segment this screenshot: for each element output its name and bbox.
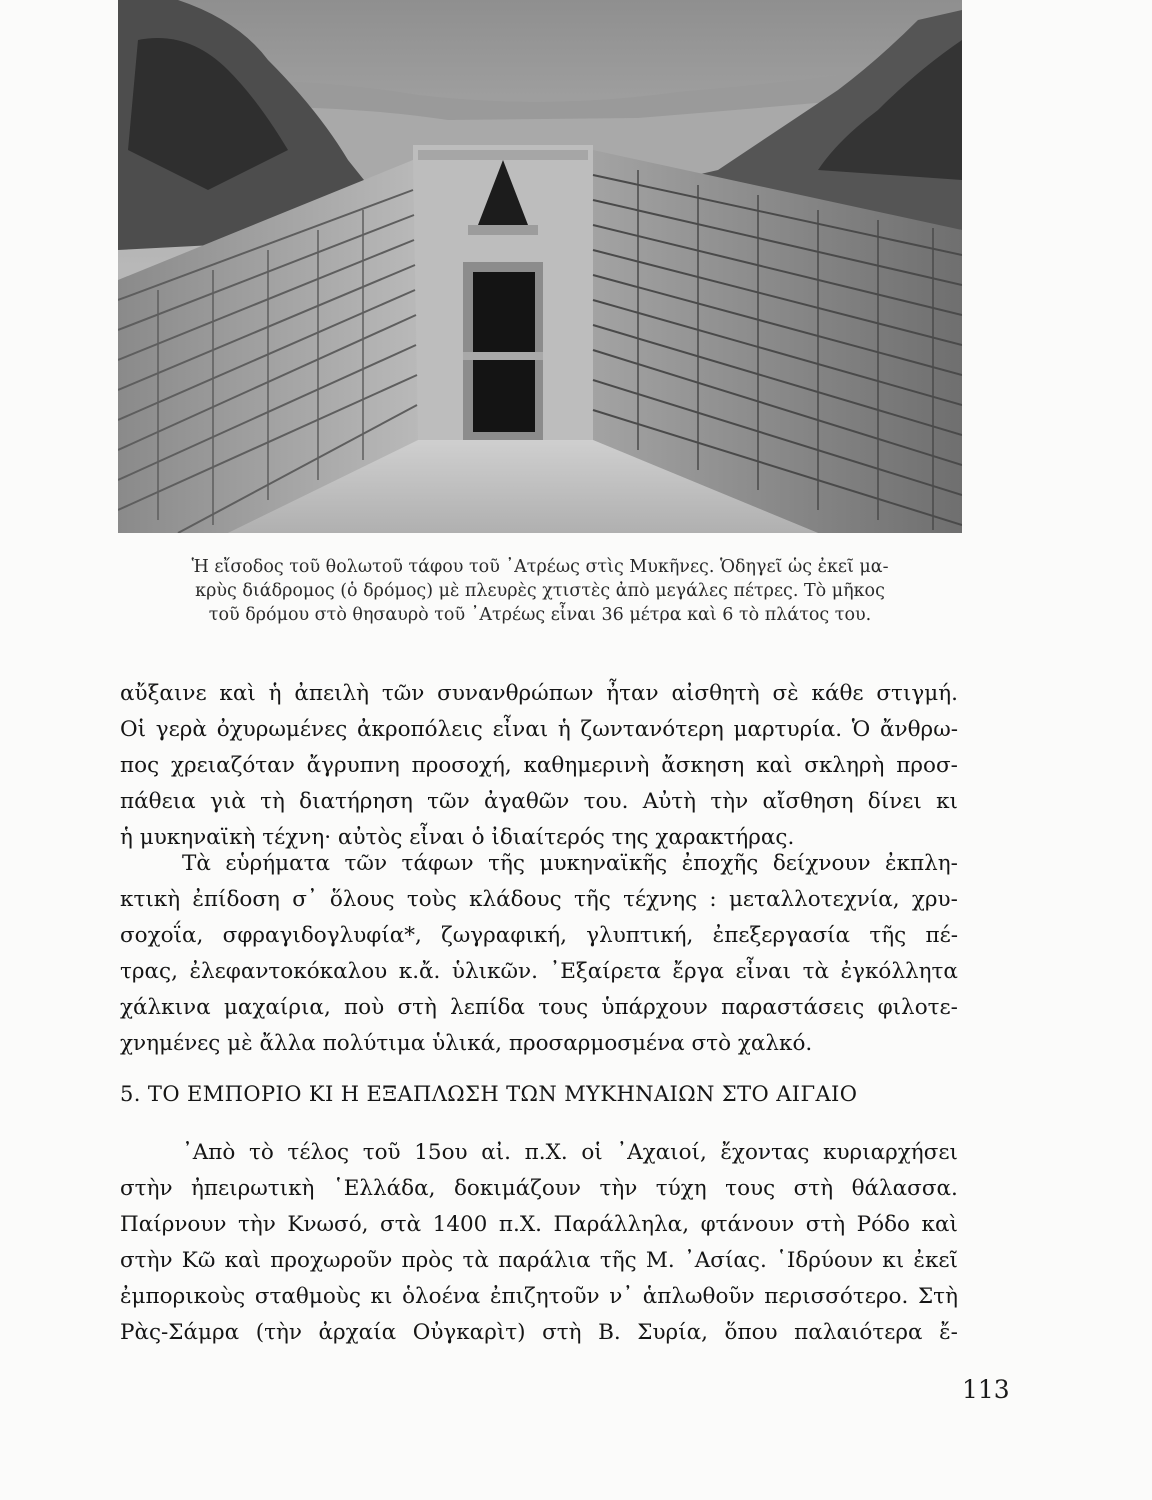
text-line: Παίρνουν τὴν Κνωσό, στὰ 1400 π.Χ. Παράλληλα, φτάνουν στὴ Ρόδο καὶ [120,1212,958,1237]
text-line: ἡ μυκηναϊκὴ τέχνη· αὐτὸς εἶναι ὁ ἰδιαίτερός της χαρακτήρας. [120,825,795,850]
text-line: χάλκινα μαχαίρια, ποὺ στὴ λεπίδα τους ὑπάρχουν παραστάσεις φιλοτε- [120,995,958,1020]
text-line: τρας, ἐλεφαντοκόκαλου κ.ἄ. ὑλικῶν. ᾿Εξαίρετα ἔργα εἶναι τὰ ἐγκόλλητα [120,959,958,984]
text-line: πάθεια γιὰ τὴ διατήρηση τῶν ἀγαθῶν του. Αὐτὴ τὴν αἴσθηση δίνει κι [120,789,958,814]
text-line: κτικὴ ἐπίδοση σ᾿ ὅλους τοὺς κλάδους τῆς τέχνης : μεταλλοτεχνία, χρυ- [120,887,958,912]
text-line: στὴν ἠπειρωτικὴ ῾Ελλάδα, δοκιμάζουν τὴν τύχη τους στὴ θάλασσα. [120,1176,958,1201]
text-line: Τὰ εὑρήματα τῶν τάφων τῆς μυκηναϊκῆς ἐποχῆς δείχνουν ἐκπλη- [182,851,958,876]
text-line: ἐμπορικοὺς σταθμοὺς κι ὁλοένα ἐπιζητοῦν ν᾿ ἁπλωθοῦν περισσότερο. Στὴ [120,1284,958,1309]
paragraph-3 [120,1135,958,1351]
caption-line: τοῦ δρόμου στὸ θησαυρὸ τοῦ ᾿Ατρέως εἶναι 36 μέτρα καὶ 6 τὸ πλάτος του. [208,605,872,625]
paragraph-2 [120,846,958,1062]
tomb-entrance-illustration [118,0,962,533]
text-line: στὴν Κῶ καὶ προχωροῦν πρὸς τὰ παράλια τῆς Μ. ᾿Ασίας. ῾Ιδρύουν κι ἐκεῖ [120,1248,958,1273]
caption-line: κρὺς διάδρομος (ὁ δρόμος) μὲ πλευρὲς χτιστὲς ἀπὸ μεγάλες πέτρες. Τὸ μῆκος [195,581,885,601]
paragraph-1 [120,676,958,856]
section-heading: 5. ΤΟ ΕΜΠΟΡΙΟ ΚΙ Η ΕΞΑΠΛΩΣΗ ΤΩΝ ΜΥΚΗΝΑΙΩΝ ΣΤΟ ΑΙΓΑΙΟ [120,1082,858,1106]
text-line: αὔξαινε καὶ ἡ ἀπειλὴ τῶν συνανθρώπων ἦταν αἰσθητὴ σὲ κάθε στιγμή. [120,681,958,706]
text-line: χνημένες μὲ ἄλλα πολύτιμα ὑλικά, προσαρμοσμένα στὸ χαλκό. [120,1031,813,1056]
caption-line: Ἡ εἴσοδος τοῦ θολωτοῦ τάφου τοῦ ᾿Ατρέως στὶς Μυκῆνες. Ὁδηγεῖ ὡς ἐκεῖ μα- [191,557,889,577]
text-line: ᾿Απὸ τὸ τέλος τοῦ 15ου αἰ. π.Χ. οἱ ᾿Αχαιοί, ἔχοντας κυριαρχήσει [182,1140,958,1165]
figure-caption [120,555,960,627]
tomb-entrance-photo [118,0,962,533]
page-number: 113 [962,1375,1010,1404]
text-line: πος χρειαζόταν ἄγρυπνη προσοχή, καθημερινὴ ἄσκηση καὶ σκληρὴ προσ- [120,753,958,778]
text-line: σοχοΐα, σφραγιδογλυφία*, ζωγραφική, γλυπτική, ἐπεξεργασία τῆς πέ- [120,923,958,948]
text-line: Ρὰς-Σάμρα (τὴν ἀρχαία Οὐγκαρὶτ) στὴ Β. Συρία, ὅπου παλαιότερα ἔ- [120,1320,958,1345]
text-line: Οἱ γερὰ ὀχυρωμένες ἀκροπόλεις εἶναι ἡ ζωντανότερη μαρτυρία. Ὁ ἄνθρω- [120,717,958,742]
